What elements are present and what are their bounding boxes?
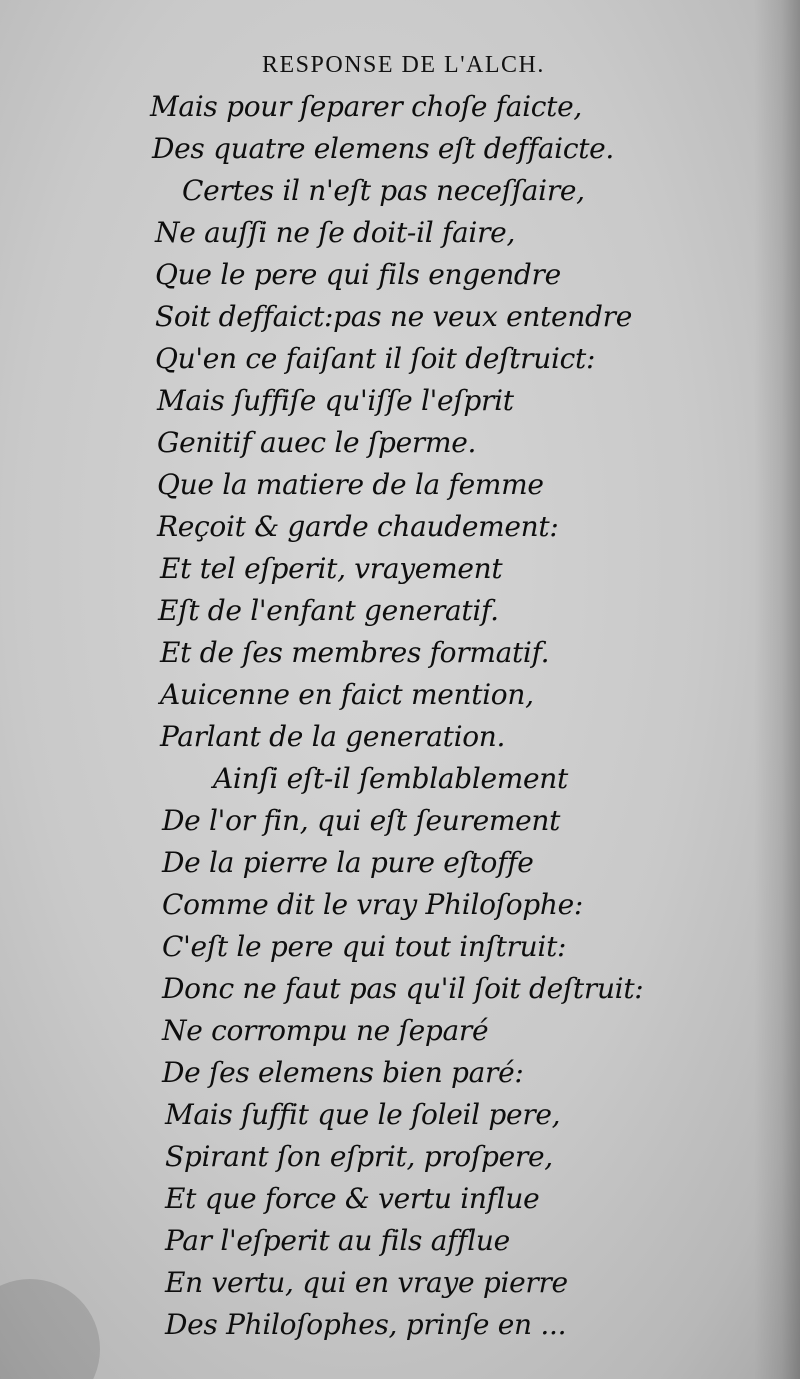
verse-line: Qu'en ce faiſant il ſoit deſtruict: <box>155 342 596 375</box>
verse-line: Reçoit & garde chaudement: <box>157 510 559 543</box>
verse-line: Par l'eſperit au fils afflue <box>165 1224 510 1257</box>
verse-line: Soit deffaict:pas ne veux entendre <box>155 300 633 333</box>
verse-line: Donc ne faut pas qu'il ſoit deſtruit: <box>162 972 644 1005</box>
running-header: RESPONSE DE L'ALCH. <box>262 52 545 78</box>
verse-line: Que le pere qui fils engendre <box>155 258 561 291</box>
verse-line: Et tel eſperit, vrayement <box>160 552 503 585</box>
verse-line: Comme dit le vray Philoſophe: <box>162 888 584 921</box>
verse-line: Que la matiere de la femme <box>157 468 544 501</box>
verse-line: Des quatre elemens eſt deffaicte. <box>152 132 615 165</box>
verse-line: Des Philoſophes, prinſe en ... <box>165 1308 567 1341</box>
verse-line: Eſt de l'enfant generatif. <box>158 594 499 627</box>
verse-line: De l'or fin, qui eſt ſeurement <box>162 804 561 837</box>
verse-line: Ne corrompu ne ſeparé <box>162 1014 489 1047</box>
verse-line: Mais ſuffiſe qu'iſſe l'eſprit <box>157 384 514 417</box>
verse-line: Mais ſuffit que le ſoleil pere, <box>165 1098 561 1131</box>
verse-line: Auicenne en faict mention, <box>160 678 534 711</box>
verse-line: Mais pour ſeparer choſe faicte, <box>150 90 583 123</box>
verse-line: Ainſi eſt-il ſemblablement <box>213 762 568 795</box>
verse-line: Spirant ſon eſprit, proſpere, <box>165 1140 553 1173</box>
verse-line: De la pierre la pure eſtoffe <box>162 846 534 879</box>
verse-line: Ne auſſi ne ſe doit-il faire, <box>155 216 516 249</box>
page-edge-shadow <box>754 0 800 1379</box>
verse-line: Parlant de la generation. <box>160 720 506 753</box>
verse-line: Et de ſes membres formatif. <box>160 636 550 669</box>
verse-line: Certes il n'eſt pas neceſſaire, <box>182 174 585 207</box>
verse-line: De ſes elemens bien paré: <box>162 1056 524 1089</box>
verse-line: C'eſt le pere qui tout inſtruit: <box>162 930 567 963</box>
verse-line: Et que force & vertu influe <box>165 1182 540 1215</box>
page-corner-shadow <box>0 1279 100 1379</box>
verse-line: En vertu, qui en vraye pierre <box>165 1266 568 1299</box>
verse-line: Genitif auec le ſperme. <box>157 426 477 459</box>
